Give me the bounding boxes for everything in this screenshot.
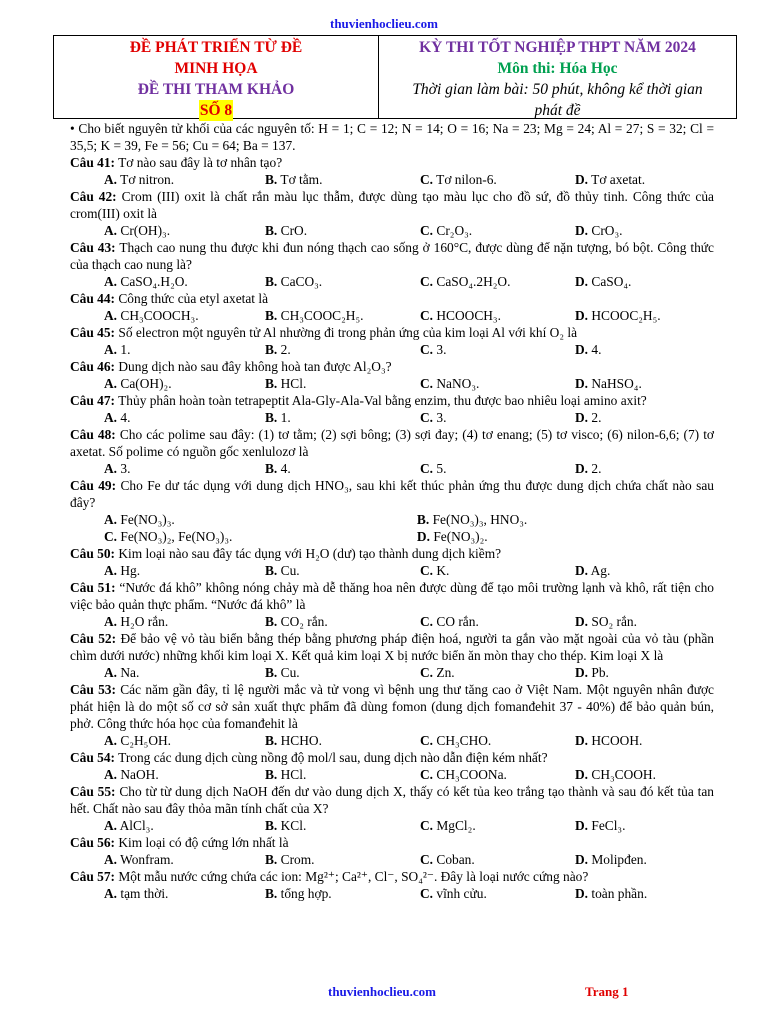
option-text: vĩnh cửu. [436,886,487,901]
answer-option[interactable] [70,409,265,426]
option-letter: D. [575,376,589,391]
question-text: “Nước đá khô” không nóng chảy mà dễ thăng hoa nên được dùng để tạo môi trường lạnh và khô, rất tiện cho việc bảo quản thực phẩm. “Nước đá khô” là [70,580,715,612]
option-text: 3. [436,410,447,425]
answer-option[interactable] [265,817,420,834]
option-letter: B. [265,563,278,578]
answer-option[interactable] [420,307,575,324]
option-letter: D. [575,733,589,748]
option-letter: C. [420,410,434,425]
option-letter: C. [420,852,434,867]
option-text: K. [436,563,450,578]
option-letter: D. [575,614,589,629]
option-letter: D. [575,274,589,289]
answer-option[interactable] [420,375,575,392]
option-text: 4. [280,461,291,476]
option-letter: B. [265,274,278,289]
option-letter: A. [104,223,118,238]
question-stem [70,239,714,273]
option-letter: C. [420,733,434,748]
option-text: CH₃COONa. [436,767,507,782]
question-label: Câu 54: [70,750,116,765]
answer-option[interactable] [265,885,420,902]
option-letter: A. [104,852,118,867]
question-stem [70,392,714,409]
option-text: 2. [591,410,602,425]
option-letter: B. [265,376,278,391]
answer-option[interactable] [70,613,265,630]
option-letter: C. [420,886,434,901]
answer-option[interactable] [420,562,575,579]
option-text: 3. [436,342,447,357]
option-letter: B. [265,172,278,187]
answer-option[interactable] [265,851,420,868]
option-letter: C. [104,529,118,544]
answer-option[interactable] [420,273,575,290]
option-letter: B. [265,342,278,357]
option-text: CaSO₄.H₂O. [120,274,188,289]
exam-duration-cont: phát đề [534,102,581,119]
option-letter: A. [104,767,118,782]
option-text: Fe(NO₃)₃, HNO₃. [432,512,528,527]
answer-option[interactable] [70,732,265,749]
option-letter: C. [420,376,434,391]
option-letter: A. [104,563,118,578]
answer-option[interactable] [70,766,265,783]
options-row [70,409,714,426]
option-text: Molipđen. [591,852,647,867]
answer-option[interactable] [70,460,265,477]
option-text: Tơ tằm. [280,172,323,187]
question-label: Câu 46: [70,359,116,374]
answer-option[interactable] [265,307,420,324]
question-text: Tơ nào sau đây là tơ nhân tạo? [118,155,283,170]
question-stem [70,188,714,222]
exam-subject: Môn thi: Hóa Học [497,60,618,77]
option-text: NaOH. [120,767,159,782]
option-letter: D. [575,172,589,187]
options-row [70,273,714,290]
answer-option[interactable] [70,375,265,392]
options-row [70,885,714,902]
option-text: Crom. [280,852,315,867]
option-letter: A. [104,410,118,425]
question-stem [70,154,714,171]
option-letter: D. [575,818,589,833]
question-text: Để bảo vệ vỏ tàu biển bằng thép bằng phương pháp điện hoá, người ta gắn vào mặt ngoài của vỏ tàu (phần chìm dưới nước) những khối kim loại X. Kết quả kim loại X bị nước biển ăn mòn thay cho thép. Kim loại X là [70,631,714,663]
answer-option[interactable] [420,171,575,188]
option-text: Fe(NO₃)₂. [433,529,488,544]
option-text: 4. [591,342,602,357]
question-label: Câu 52: [70,631,117,646]
answer-option[interactable] [575,307,695,324]
exam-number: SỐ 8 [199,102,233,119]
option-text: CH₃COOC₂H₅. [280,308,364,323]
question-stem [70,477,714,511]
answer-option[interactable] [575,885,695,902]
question-text: Các năm gần đây, tỉ lệ người mắc và tử vong vì bệnh ung thư tăng cao ở Việt Nam. Một nguyên nhân được phát hiện là do một số cơ sở sản xuất thực phẩm đã dùng fomon (dung dịch fomanđehit 37 - 40%) để bảo quản bún, phở. Công thức hóa học của fomanđehit là [70,682,714,731]
option-text: Hg. [120,563,141,578]
exam-header [53,35,737,119]
answer-option[interactable] [575,732,695,749]
option-letter: D. [575,852,589,867]
option-text: CaSO₄.2H₂O. [436,274,511,289]
option-letter: B. [265,614,278,629]
question-stem [70,783,714,817]
answer-option[interactable] [420,732,575,749]
option-text: Pb. [591,665,609,680]
option-text: SO₂ rắn. [591,614,637,629]
option-text: 1. [120,342,131,357]
option-text: Fe(NO₃)₃. [120,512,175,527]
option-text: Fe(NO₃)₂, Fe(NO₃)₃. [120,529,233,544]
option-letter: C. [420,223,434,238]
answer-option[interactable] [575,409,695,426]
question-stem [70,358,714,375]
answer-option[interactable] [70,511,417,528]
options-row [70,341,714,358]
option-letter: D. [416,529,430,544]
option-letter: C. [420,172,434,187]
site-watermark-top[interactable]: thuvienhoclieu.com [330,16,438,31]
option-text: tổng hợp. [280,886,332,901]
option-letter: A. [104,376,118,391]
option-text: 5. [436,461,447,476]
answer-option[interactable] [420,341,575,358]
question-label: Câu 53: [70,682,116,697]
option-text: Tơ nitron. [120,172,175,187]
answer-option[interactable] [265,562,420,579]
answer-option[interactable] [70,851,265,868]
question-text: Cho từ từ dung dịch NaOH đến dư vào dung dịch X, thấy có kết tủa keo trắng tạo thành và sau đó kết tủa tan hết. Chất nào sau đây thỏa mãn tính chất của X? [70,784,714,816]
option-text: Ca(OH)₂. [120,376,172,391]
option-letter: D. [575,665,589,680]
answer-option[interactable] [420,766,575,783]
header-left-box [54,36,379,118]
answer-option[interactable] [265,460,420,477]
question-label: Câu 49: [70,478,117,493]
option-text: Ag. [590,563,611,578]
answer-option[interactable] [265,664,420,681]
answer-option[interactable] [420,613,575,630]
question-stem [70,630,714,664]
question-text: Một mẫu nước cứng chứa các ion: Mg²⁺; Ca²⁺, Cl⁻, SO₄²⁻. Đây là loại nước cứng nào? [118,869,589,884]
question-label: Câu 44: [70,291,116,306]
option-text: CrO. [280,223,308,238]
options-row [70,528,714,545]
answer-option[interactable] [70,817,265,834]
option-text: HCl. [280,767,307,782]
question-label: Câu 48: [70,427,116,442]
option-text: HCOOCH₃. [436,308,501,323]
answer-option[interactable] [70,562,265,579]
answer-option[interactable] [265,273,420,290]
option-text: CO₂ rắn. [280,614,328,629]
option-text: Cu. [280,563,300,578]
question-text: Kim loại nào sau đây tác dụng với H₂O (dư) tạo thành dung dịch kiềm? [118,546,502,561]
answer-option[interactable] [420,222,575,239]
answer-option[interactable] [575,766,695,783]
header-left-line-1: ĐỀ PHÁT TRIỂN TỪ ĐỀ [129,39,303,56]
options-row [70,613,714,630]
answer-option[interactable] [420,664,575,681]
answer-option[interactable] [575,817,695,834]
question-label: Câu 43: [70,240,116,255]
answer-option[interactable] [265,375,420,392]
option-text: CH₃CHO. [436,733,492,748]
question-text: Thạch cao nung thu được khi đun nóng thạch cao sống ở 160°C, được dùng để nặn tượng, bó bột. Công thức của thạch cao nung là? [70,240,714,272]
answer-option[interactable] [575,341,695,358]
option-letter: A. [104,172,118,187]
option-text: Cr(OH)₃. [120,223,171,238]
option-text: HCl. [280,376,307,391]
option-letter: A. [104,308,118,323]
answer-option[interactable] [70,222,265,239]
question-text: Cho các polime sau đây: (1) tơ tằm; (2) sợi bông; (3) sợi đay; (4) tơ enang; (5) tơ visco; (6) nilon-6,6; (7) tơ axetat. Số polime có nguồn gốc xenlulozơ là [70,427,714,459]
answer-option[interactable] [575,851,695,868]
option-letter: A. [104,342,118,357]
option-letter: C. [420,342,434,357]
option-letter: D. [575,342,589,357]
option-text: KCl. [280,818,307,833]
option-text: CH₃COOCH₃. [120,308,199,323]
option-text: CaSO₄. [591,274,632,289]
question-stem [70,868,714,885]
question-text: Kim loại có độ cứng lớn nhất là [118,835,289,850]
question-label: Câu 50: [70,546,116,561]
option-letter: A. [104,614,118,629]
answer-option[interactable] [265,409,420,426]
question-label: Câu 57: [70,869,116,884]
option-letter: A. [104,274,118,289]
option-letter: A. [104,512,118,527]
option-letter: A. [104,665,118,680]
header-left-line-3: ĐỀ THI THAM KHẢO [137,81,295,98]
answer-option[interactable] [70,664,265,681]
answer-option[interactable] [420,409,575,426]
options-row [70,817,714,834]
answer-option[interactable] [70,273,265,290]
option-text: H₂O rắn. [120,614,169,629]
answer-option[interactable] [265,222,420,239]
option-text: Na. [120,665,140,680]
answer-option[interactable] [265,732,420,749]
option-text: C₂H₅OH. [120,733,172,748]
question-stem [70,579,714,613]
question-text: Thủy phân hoàn toàn tetrapeptit Ala-Gly-Ala-Val bằng enzim, thu được bao nhiêu loại amino axit? [118,393,647,408]
option-letter: C. [420,563,434,578]
answer-option[interactable] [575,460,695,477]
option-text: Tơ nilon-6. [436,172,497,187]
options-row [70,511,714,528]
questions-content [70,120,714,902]
option-text: Tơ axetat. [591,172,646,187]
answer-option[interactable] [420,851,575,868]
header-right-box [379,36,736,118]
question-text: Trong các dung dịch cùng nồng độ mol/l sau, dung dịch nào dẫn điện kém nhất? [118,750,548,765]
option-text: Coban. [436,852,475,867]
answer-option[interactable] [265,171,420,188]
option-text: MgCl₂. [436,818,476,833]
question-label: Câu 47: [70,393,116,408]
options-row [70,171,714,188]
option-letter: B. [265,665,278,680]
answer-option[interactable] [575,273,695,290]
option-text: Wonfram. [120,852,174,867]
answer-option[interactable] [70,341,265,358]
answer-option[interactable] [420,460,575,477]
option-letter: C. [420,818,434,833]
option-text: 4. [120,410,131,425]
answer-option[interactable] [265,613,420,630]
options-row [70,307,714,324]
option-letter: B. [265,733,278,748]
answer-option[interactable] [420,817,575,834]
answer-option[interactable] [575,664,695,681]
option-text: Zn. [436,665,455,680]
option-text: CH₃COOH. [591,767,656,782]
option-letter: B. [265,223,278,238]
option-letter: C. [420,767,434,782]
question-stem [70,834,714,851]
options-row [70,562,714,579]
question-stem [70,749,714,766]
answer-option[interactable] [70,171,265,188]
options-row [70,375,714,392]
answer-option[interactable] [575,222,695,239]
question-stem [70,545,714,562]
exam-duration: Thời gian làm bài: 50 phút, không kể thời gian [412,81,703,98]
question-stem [70,324,714,341]
answer-option[interactable] [575,171,695,188]
question-label: Câu 41: [70,155,116,170]
option-text: FeCl₃. [591,818,626,833]
question-text: Công thức của etyl axetat là [118,291,269,306]
option-letter: B. [265,767,278,782]
option-letter: C. [420,274,434,289]
option-text: toàn phần. [591,886,648,901]
answer-option[interactable] [417,528,714,545]
answer-option[interactable] [420,885,575,902]
option-text: 2. [280,342,291,357]
option-text: CrO₃. [591,223,623,238]
answer-option[interactable] [265,766,420,783]
option-letter: A. [104,461,118,476]
question-text: Dung dịch nào sau đây không hoà tan được Al₂O₃? [118,359,392,374]
option-letter: C. [420,665,434,680]
answer-option[interactable] [575,562,695,579]
answer-option[interactable] [575,375,695,392]
answer-option[interactable] [70,528,417,545]
option-text: AlCl₃. [119,818,154,833]
page-footer [0,983,768,1003]
answer-option[interactable] [575,613,695,630]
options-row [70,766,714,783]
question-label: Câu 45: [70,325,116,340]
option-letter: D. [575,563,589,578]
option-text: CaCO₃. [280,274,323,289]
option-text: tạm thời. [120,886,169,901]
question-stem [70,426,714,460]
option-letter: B. [265,308,278,323]
exam-title: KỲ THI TỐT NGHIỆP THPT NĂM 2024 [419,39,696,56]
options-row [70,851,714,868]
option-letter: B. [265,852,278,867]
option-text: Cu. [280,665,300,680]
option-text: HCOOC₂H₅. [591,308,661,323]
options-row [70,664,714,681]
question-stem [70,290,714,307]
question-label: Câu 55: [70,784,116,799]
question-label: Câu 51: [70,580,116,595]
options-row [70,222,714,239]
option-text: NaNO₃. [436,376,480,391]
answer-option[interactable] [265,341,420,358]
option-letter: D. [575,886,589,901]
option-text: HCOOH. [591,733,643,748]
answer-option[interactable] [70,885,265,902]
option-text: 3. [120,461,131,476]
question-stem [70,681,714,732]
option-letter: D. [575,223,589,238]
question-text: Crom (III) oxit là chất rắn màu lục thẫm, được dùng tạo màu lục cho đồ sứ, đồ thủy tinh. Công thức của crom(III) oxit là [70,189,714,221]
question-text: Số electron một nguyên tử Al nhường đi trong phản ứng của kim loại Al với khí O₂ là [118,325,578,340]
option-letter: B. [265,461,278,476]
option-letter: C. [420,461,434,476]
option-text: HCHO. [280,733,322,748]
option-letter: B. [265,410,278,425]
option-text: 1. [280,410,291,425]
header-left-line-2: MINH HỌA [174,60,258,77]
option-letter: B. [265,886,278,901]
option-letter: D. [575,767,589,782]
option-text: Cr₂O₃. [436,223,473,238]
option-text: 2. [591,461,602,476]
option-letter: D. [575,308,589,323]
option-letter: A. [104,818,118,833]
answer-option[interactable] [70,307,265,324]
option-letter: D. [575,410,589,425]
option-text: NaHSO₄. [591,376,642,391]
page-number: Trang 1 [585,984,629,999]
options-row [70,460,714,477]
question-label: Câu 56: [70,835,116,850]
option-text: CO rắn. [436,614,479,629]
question-text: Cho Fe dư tác dụng với dung dịch HNO₃, sau khi kết thúc phản ứng thu được dung dịch chứa chất nào sau đây? [70,478,714,510]
question-label: Câu 42: [70,189,117,204]
option-letter: A. [104,886,118,901]
option-letter: B. [416,512,430,527]
option-letter: C. [420,614,434,629]
option-letter: C. [420,308,434,323]
option-letter: B. [265,818,278,833]
options-row [70,732,714,749]
site-watermark-bottom[interactable]: thuvienhoclieu.com [328,984,436,999]
option-letter: D. [575,461,589,476]
option-letter: A. [104,733,118,748]
atomic-mass-note: • Cho biết nguyên tử khối của các nguyên tố: H = 1; C = 12; N = 14; O = 16; Na = 23; Mg = 24; Al = 27; S = 32; Cl = 35,5; K = 39, Fe = 56; Cu = 64; Ba = 137. [70,121,714,153]
answer-option[interactable] [417,511,714,528]
